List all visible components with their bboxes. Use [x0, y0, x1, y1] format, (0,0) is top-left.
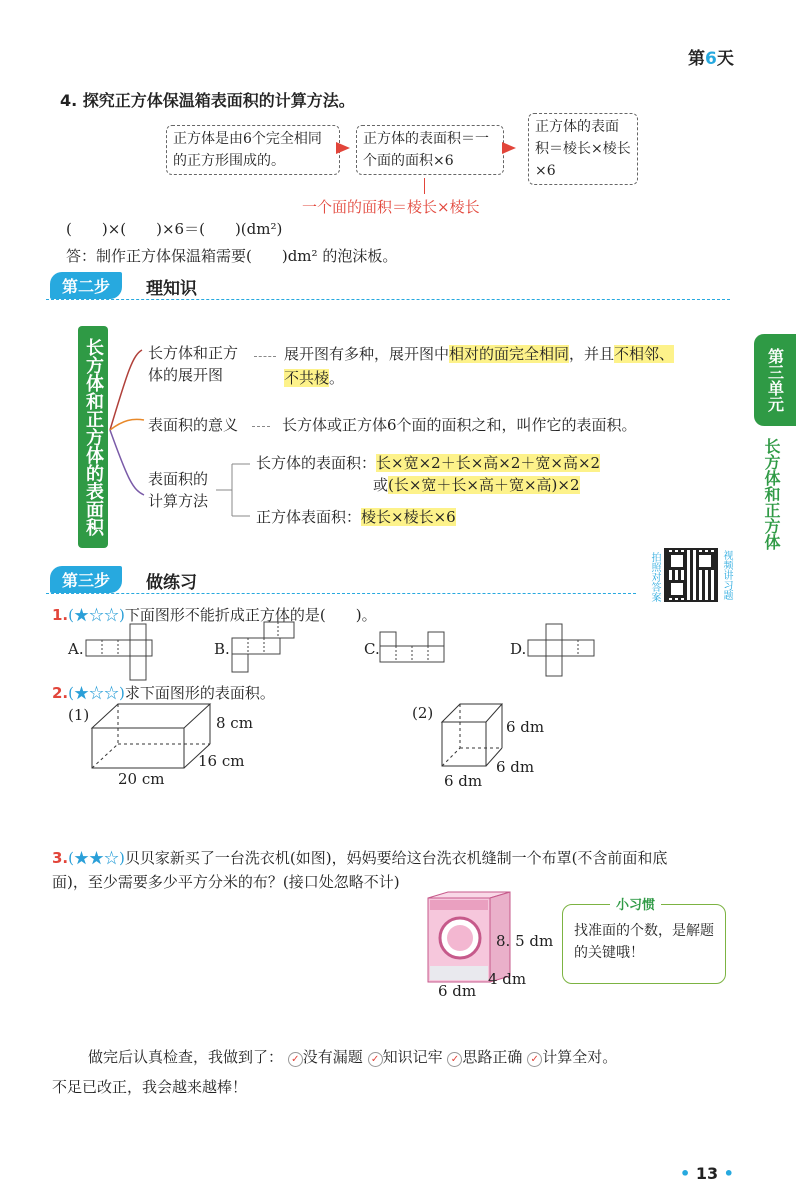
knowledge-node-2: 表面积的意义 [148, 416, 239, 434]
or-label: 或 [372, 476, 388, 494]
q3-line2: 面)，至少需要多少平方分米的布？(接口处忽略不计) [52, 873, 400, 891]
q4-title: 4. 探究正方体保温箱表面积的计算方法。 [60, 91, 355, 110]
knowledge-node-3: 表面积的计算方法 [148, 470, 209, 510]
day-prefix: 第 [688, 49, 705, 69]
page-number-value: 13 [695, 1164, 719, 1183]
q3-height: 8. 5 dm [496, 932, 554, 950]
q3-depth: 4 dm [488, 970, 527, 988]
q1-number: 1. [52, 606, 69, 624]
q1-text: 下面图形不能折成正方体的是( )。 [124, 606, 377, 624]
arrow-right-icon [336, 142, 350, 154]
q2-fig1-height: 8 cm [216, 714, 253, 732]
q2-number: 2. [52, 684, 69, 702]
n1-highlight-1: 相对的面完全相同 [449, 345, 570, 363]
n1-highlight-2: 不相邻、 [614, 345, 675, 363]
chapter-title: 长方体和正方体 [762, 438, 781, 550]
qr-code-icon[interactable] [664, 548, 718, 602]
q3-line1: 贝贝家新买了一台洗衣机(如图)，妈妈要给这台洗衣机缝制一个布罩(不含前面和底 [124, 849, 668, 867]
q1-option-b[interactable]: B. [214, 640, 230, 658]
day-suffix: 天 [716, 49, 734, 69]
net-d-diagram [526, 622, 596, 678]
q4-note: 一个面的面积＝棱长×棱长 [302, 198, 480, 216]
q2-fig2-width: 6 dm [444, 772, 483, 790]
q3-width: 6 dm [438, 982, 477, 1000]
q3-number: 3. [52, 849, 69, 867]
q4-box2: 正方体的表面积＝一个面的面积×6 [356, 125, 504, 175]
bracket-lines [214, 460, 254, 520]
qr-left-label: 拍照对答案 [649, 552, 660, 602]
qr-right-label: 视频讲习题 [721, 550, 732, 600]
q1-option-a[interactable]: A. [68, 640, 84, 658]
q1-stars: (★☆☆) [68, 606, 125, 624]
cube-label: 正方体表面积： [256, 508, 362, 526]
check-icon[interactable]: ✓ [288, 1052, 303, 1067]
cuboid-diagram [90, 700, 214, 772]
n1-plain: 展开图有多种，展开图中 [284, 345, 450, 363]
knowledge-node-1-text [284, 342, 714, 390]
q2-fig1-label: (1) [68, 706, 90, 724]
q4-box3: 正方体的表面积＝棱长×棱长×6 [528, 113, 638, 185]
check-icon[interactable]: ✓ [447, 1052, 462, 1067]
q1-option-d[interactable]: D. [510, 640, 527, 658]
q2-fig2-depth: 6 dm [496, 758, 535, 776]
cuboid-label: 长方体的表面积： [256, 454, 377, 472]
step2-tab: 第二步 [50, 272, 122, 299]
knowledge-node-2-text: 长方体或正方体6个面的面积之和，叫作它的表面积。 [282, 416, 637, 434]
step2-title: 理知识 [146, 279, 197, 299]
q2-stars: (★☆☆) [68, 684, 125, 702]
arrow-down-icon [424, 178, 425, 194]
net-c-diagram [378, 630, 448, 664]
q2-fig2-height: 6 dm [506, 718, 545, 736]
check-icon[interactable]: ✓ [527, 1052, 542, 1067]
arrow-right-icon [254, 356, 276, 357]
unit-tab: 第三单元 [754, 334, 796, 426]
knowledge-vertical-title: 长方体和正方体的表面积 [78, 326, 108, 548]
habit-text: 找准面的个数，是解题的关键哦！ [574, 923, 714, 961]
check-icon[interactable]: ✓ [368, 1052, 383, 1067]
check-item: 思路正确 [462, 1048, 523, 1066]
net-b-diagram [230, 620, 300, 674]
q3-stars: (★★☆) [68, 849, 125, 867]
q3 [52, 846, 742, 894]
check-line-2: 不足已改正，我会越来越棒！ [52, 1078, 248, 1096]
check-line [88, 1046, 617, 1067]
arrow-right-icon [252, 426, 270, 427]
step3-tab: 第三步 [50, 566, 122, 593]
page-number: • 13 • [680, 1164, 734, 1183]
cuboid-formula-2: (长×宽＋长×高＋宽×高)×2 [388, 476, 580, 494]
q2-text: 求下面图形的表面积。 [124, 684, 275, 702]
cube-formula: 棱长×棱长×6 [361, 508, 456, 526]
check-item: 没有漏题 [302, 1048, 363, 1066]
q2-fig2-label: (2) [412, 704, 434, 722]
q4-answer: 答：制作正方体保温箱需要( )dm² 的泡沫板。 [66, 247, 398, 265]
q2-fig1-length: 20 cm [118, 770, 165, 788]
net-a-diagram [84, 622, 154, 682]
n1-highlight-3: 不共棱 [284, 369, 330, 387]
q1-option-c[interactable]: C. [364, 640, 380, 658]
step3-title: 做练习 [146, 573, 197, 593]
check-intro: 做完后认真检查，我做到了： [88, 1048, 284, 1066]
knowledge-node-1: 长方体和正方体的展开图 [148, 344, 239, 384]
habit-title: 小习惯 [610, 894, 661, 913]
divider [46, 593, 636, 594]
divider [46, 299, 730, 300]
n1-mid: ，并且 [569, 345, 615, 363]
check-item: 计算全对。 [542, 1048, 618, 1066]
surface-area-cube [256, 506, 456, 527]
cuboid-formula-1: 长×宽×2＋长×高×2＋宽×高×2 [376, 454, 601, 472]
check-item: 知识记牢 [382, 1048, 443, 1066]
n1-end: 。 [329, 369, 345, 387]
surface-area-cuboid [256, 452, 600, 496]
day-number: 6 [705, 49, 717, 69]
arrow-right-icon [502, 142, 516, 154]
q4-formula: ( )×( )×6＝( )(dm²) [66, 220, 283, 238]
q2-fig1-width: 16 cm [198, 752, 245, 770]
day-header [688, 44, 734, 69]
q4-box1: 正方体是由6个完全相同的正方形围成的。 [166, 125, 340, 175]
